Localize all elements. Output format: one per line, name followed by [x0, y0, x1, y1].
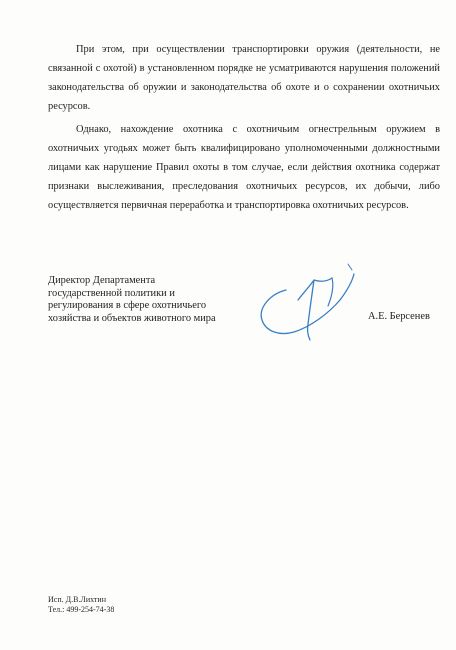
- letter-body: [48, 40, 440, 219]
- signatory-title-line: хозяйства и объектов животного мира: [48, 312, 216, 324]
- signatory-name: А.Е. Берсенев: [368, 311, 430, 322]
- executor-name: Исп. Д.В.Лихтин: [48, 595, 106, 604]
- executor-phone: Тел.: 499-254-74-38: [48, 605, 115, 614]
- paragraph-transport: При этом, при осуществлении транспортировки оружия (деятельности, не связанной с охотой) в установленном порядке не усматриваются нарушения положений законодательства об оружии и законодательства об охоте и о сохранении охотничьих ресурсов.: [48, 44, 440, 112]
- signatory-title: [48, 275, 248, 325]
- signatory-title-line: регулирования в сфере охотничьего: [48, 300, 207, 311]
- signatory-title-line: государственной политики и: [48, 287, 175, 299]
- executor-info: [48, 595, 114, 615]
- paragraph-hunting-grounds: Однако, нахождение охотника с охотничьим огнестрельным оружием в охотничьих угодьях может быть квалифицировано уполномоченными должностными лицами как нарушение Правил охоты в том случае, если действия охотника содержат признаки выслеживания, преследования охотничьих ресурсов, их добычи, либо осуществляется первичная переработка и транспортировка охотничьих ресурсов.: [48, 124, 440, 211]
- handwritten-signature: [248, 260, 358, 350]
- signatory-title-line: Директор Департамента: [48, 275, 156, 286]
